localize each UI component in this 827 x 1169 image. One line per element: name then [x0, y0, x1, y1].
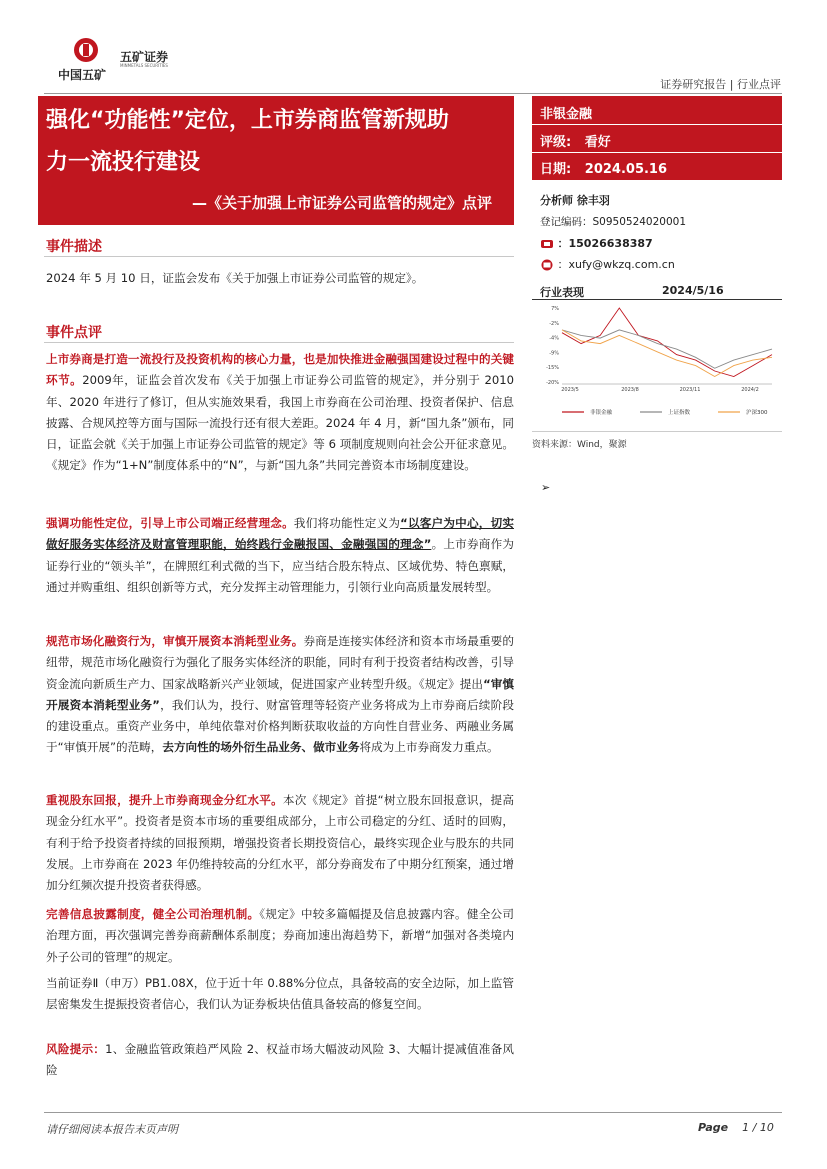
p3-emphasis1: “审慎开展资本消耗型业务”	[46, 676, 515, 712]
chart-title: 行业表现	[540, 286, 584, 299]
risk-label: 风险提示：	[46, 1042, 106, 1056]
title-line1: 强化“功能性”定位，上市券商监管新规助	[46, 108, 449, 133]
p2-lead: 强调功能性定位，引导上市公司端正经营理念。	[46, 516, 294, 530]
x-tick-label: 2023/8	[621, 387, 639, 393]
chart-title-divider	[532, 299, 782, 300]
rating-row	[540, 131, 611, 150]
review-heading-divider	[44, 342, 514, 343]
brand-name-en: MINMETALS SECURITIES	[120, 63, 168, 68]
chart-source-divider	[532, 431, 782, 432]
y-tick-label: -15%	[546, 365, 559, 372]
report-type: 证券研究报告 | 行业点评	[660, 78, 781, 91]
analyst-reg: 登记编码：S0950524020001	[540, 216, 687, 228]
sector-name: 非银金融	[540, 107, 593, 122]
title-subtitle: —《关于加强上市证券公司监管的规定》点评	[191, 194, 492, 212]
rating-box	[532, 96, 782, 180]
page-number: 1 / 10	[742, 1121, 774, 1134]
analyst-name: 分析师 徐丰羽	[540, 194, 610, 207]
p4-lead: 重视股东回报，提升上市券商现金分红水平。	[46, 793, 283, 807]
p3-body-c: 将成为上市券商发力重点。	[359, 740, 499, 755]
p2-emphasis: “以客户为中心，切实做好服务实体经济及财富管理职能，始终践行金融报国、金融强国的理念”	[46, 516, 514, 552]
paragraph-positioning	[46, 513, 514, 598]
rating-label: 评级:	[540, 135, 572, 150]
x-tick-label: 2023/11	[679, 387, 701, 393]
review-heading: 事件点评	[46, 325, 102, 341]
event-heading: 事件描述	[46, 239, 102, 255]
chart-date: 2024/5/16	[662, 284, 724, 297]
paragraph-valuation: 当前证券Ⅱ（申万）PB1.08X，位于近十年 0.88%分位点，具备较高的安全边际，加上监管层密集发生提振投资者信心，我们认为证券板块估值具备较高的修复空间。	[46, 976, 514, 1012]
company-logo	[52, 36, 202, 82]
y-tick-label: 7%	[551, 306, 559, 312]
analyst-email-row[interactable]	[540, 256, 675, 272]
legend-label: 非银金融	[590, 410, 613, 416]
brand-name-cn1: 中国五矿	[58, 68, 107, 82]
paragraph-background	[46, 349, 514, 477]
event-heading-divider	[44, 256, 514, 257]
p3-body-a: 券商是连接实体经济和资本市场最重要的纽带，规范市场化融资行为强化了服务实体经济的职能，同时有利于投资者结构改善，引导资金流向新质生产力、国家战略新兴产业领域，促进国家产业转型升级。《规定》提出	[46, 634, 514, 691]
title-banner	[38, 96, 514, 225]
p2-body-b: 。上市券商作为证券行业的“领头羊”，在牌照红利式微的当下，应当结合股东特点、区域优势、特色禀赋，通过并购重组、组织创新等方式，充分发挥主动管理能力，引领行业向高质量发展转型。	[46, 537, 514, 594]
date-divider	[532, 152, 782, 153]
series-line-1	[562, 330, 772, 368]
p1-lead: 上市券商是打造一流投行及投资机构的核心力量，也是加快推进金融强国建设过程中的关键环节。	[46, 352, 514, 388]
bullet-marker: ➢	[541, 481, 551, 494]
title-line2: 力一流投行建设	[46, 150, 201, 175]
p5-lead: 完善信息披露制度，健全公司治理机制。	[46, 907, 260, 921]
analyst-email[interactable]: ：xufy@wkzq.com.cn	[557, 258, 675, 271]
footer-divider	[44, 1112, 782, 1113]
minmetals-emblem-icon	[70, 36, 102, 64]
industry-performance-chart	[532, 302, 782, 426]
p1-body: 2009年，证监会首次发布《关于加强上市证券公司监管的规定》，并分别于 2010年、2020 年进行了修订，但从实施效果看，我国上市券商在公司治理、投资者保护、信息披露、合规风控等方面与国际一流投行还有很大差距。2024 年 4 月，新“国九条”颁布，同日，证监会就《关于加强上市证券公司监管的规定》等 6 项制度规则向社会公开征求意见。《规定》作为“1+N”制度体系中的“N”，与新“国九条”共同完善资本市场制度建设。	[46, 373, 514, 473]
p3-lead: 规范市场化融资行为，审慎开展资本消耗型业务。	[46, 634, 304, 648]
page-indicator	[698, 1121, 774, 1134]
date-value: 2024.05.16	[584, 162, 668, 177]
brand-name-cn2: 五矿证券	[120, 50, 169, 64]
y-tick-label: -9%	[549, 350, 559, 357]
chart-source: 资料来源：Wind，聚源	[532, 440, 627, 450]
analyst-phone: ：15026638387	[557, 237, 653, 250]
p4-body: 本次《规定》首提“树立股东回报意识，提高现金分红水平”。投资者是资本市场的重要组成部分，上市公司稳定的分红、适时的回购，有利于给予投资者持续的回报预期，增强投资者长期投资信心，最终实现企业与股东的共同发展。上市券商在 2023 年仍维持较高的分红水平，部分券商发布了中期分红预案，通过增加分红频次提升投资者获得感。	[46, 793, 514, 893]
paragraph-dividends	[46, 790, 514, 896]
date-row	[540, 158, 667, 177]
y-tick-label: -2%	[549, 320, 559, 327]
header-divider	[44, 93, 782, 94]
paragraph-financing	[46, 631, 514, 759]
paragraph-risk	[46, 1039, 514, 1082]
y-tick-label: -4%	[549, 335, 559, 342]
p5-body: 《规定》中较多篇幅提及信息披露内容。健全公司治理方面，再次强调完善券商薪酬体系制度；券商加速出海趋势下，新增“加强对各类境内外子公司的管理”的规定。	[46, 907, 514, 964]
x-tick-label: 2023/5	[561, 387, 579, 393]
p3-body-b: ，我们认为，投行、财富管理等轻资产业务将成为上市券商后续阶段的建设重点。重资产业务中，单纯依靠对价格判断获取收益的方向性自营业务、两融业务属于“审慎开展”的范畴，	[46, 697, 514, 755]
rating-divider	[532, 124, 782, 125]
rating-value: 看好	[584, 135, 611, 150]
footer-disclaimer: 请仔细阅读本报告末页声明	[46, 1123, 178, 1136]
y-tick-label: -20%	[546, 380, 559, 386]
event-description: 2024 年 5 月 10 日，证监会发布《关于加强上市证券公司监管的规定》。	[46, 271, 424, 285]
legend-label: 上证指数	[668, 410, 691, 416]
p3-emphasis2: 去方向性的场外衍生品业务、做市业务	[162, 740, 360, 755]
phone-icon	[540, 239, 554, 249]
paragraph-disclosure	[46, 904, 514, 968]
email-icon	[540, 259, 554, 271]
analyst-phone-row	[540, 235, 653, 251]
legend-label: 沪深300	[746, 410, 768, 416]
date-label: 日期:	[540, 162, 572, 177]
page-label: Page	[698, 1121, 729, 1134]
risk-body: 1、金融监管政策趋严风险 2、权益市场大幅波动风险 3、大幅计提减值准备风险	[46, 1042, 514, 1078]
x-tick-label: 2024/2	[741, 387, 759, 393]
p2-body-a: 我们将功能性定义为	[293, 516, 401, 530]
